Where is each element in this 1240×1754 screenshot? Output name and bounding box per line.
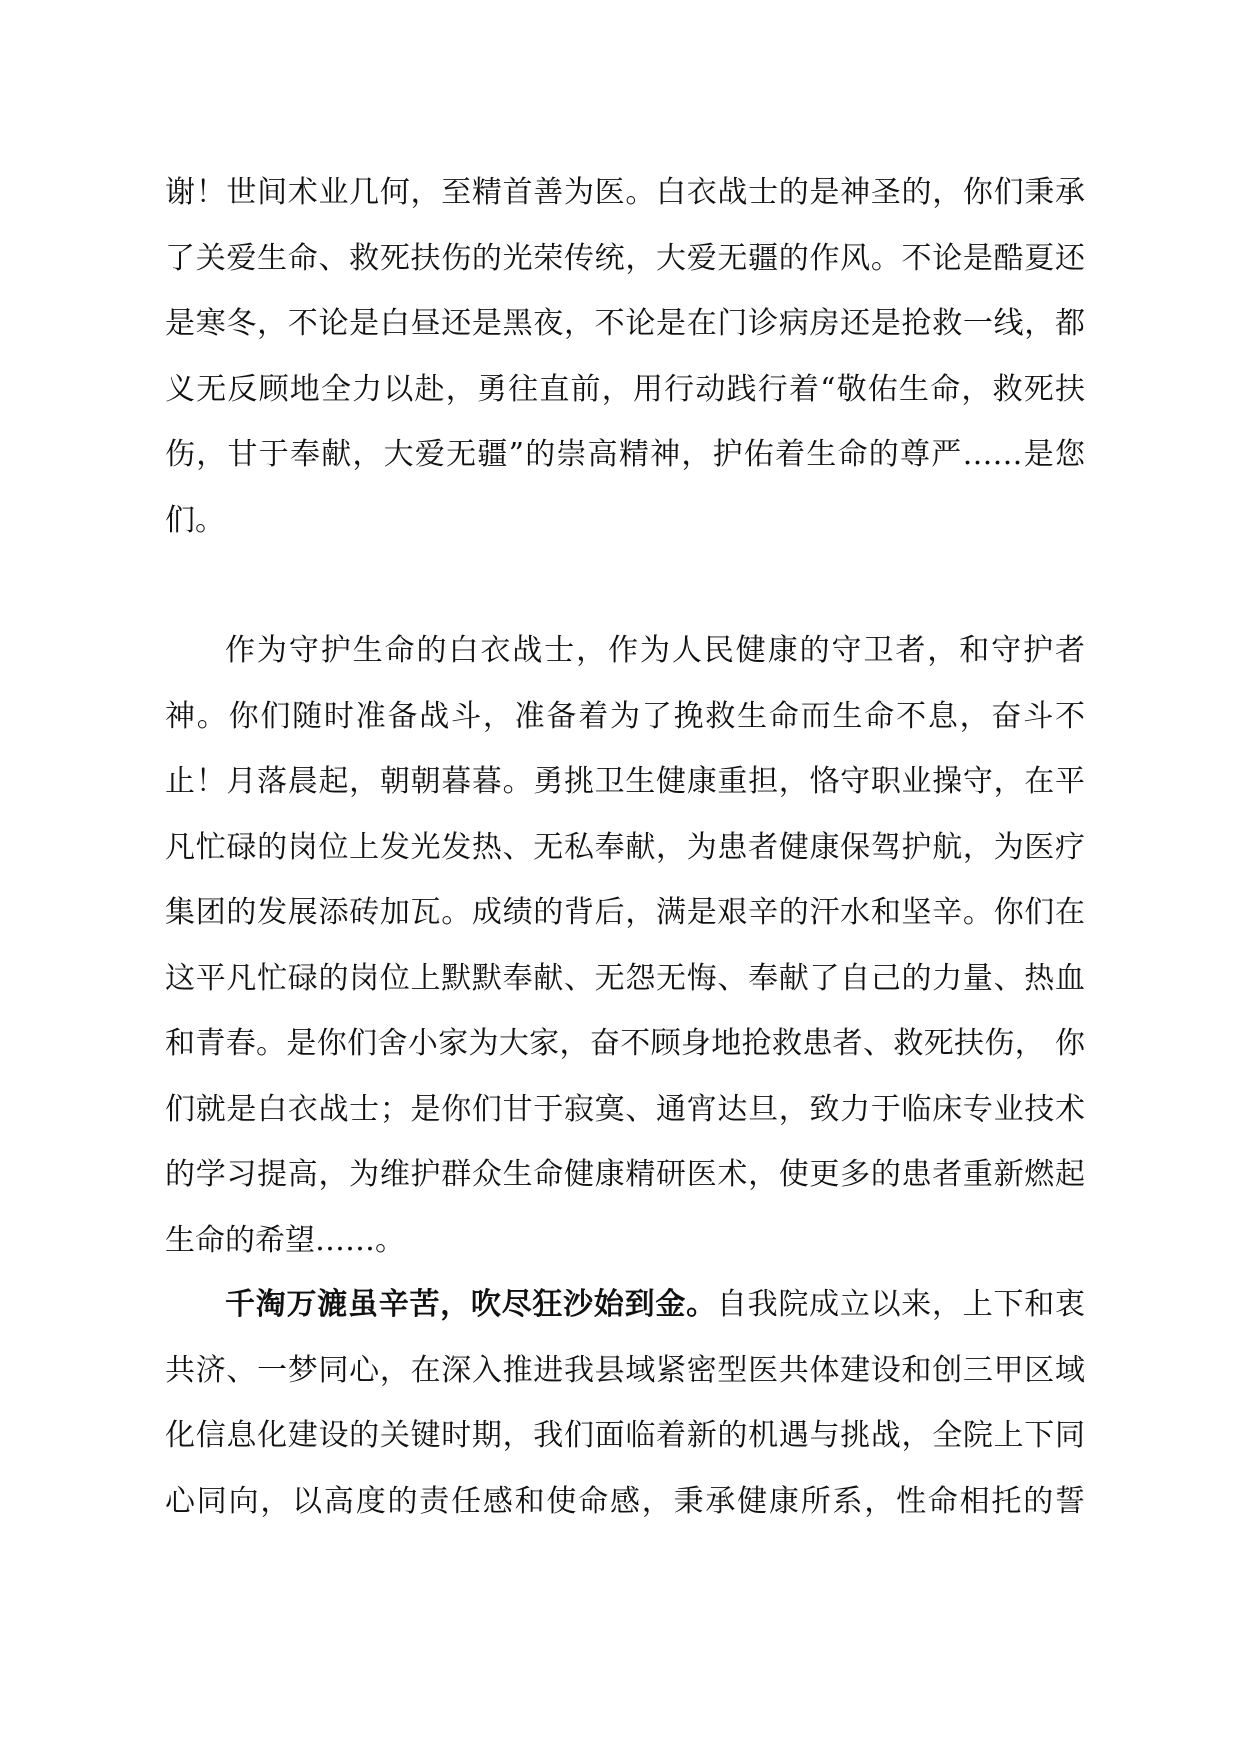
paragraph-2 bbox=[165, 618, 1085, 1273]
paragraph-1-line: 伤，甘于奉献，大爱无疆”的崇高精神，护佑着生命的尊严……是您 bbox=[165, 437, 1085, 472]
paragraph-2-line: 神。你们随时准备战斗，准备着为了挽救生命而生命不息，奋斗不 bbox=[165, 698, 1085, 734]
paragraph-1-line: 了关爱生命、救死扶伤的光荣传统，大爱无疆的作风。不论是酷夏还 bbox=[165, 240, 1085, 276]
paragraph-2-line: 这平凡忙碌的岗位上默默奉献、无怨无悔、奉献了自己的力量、热血 bbox=[165, 960, 1085, 996]
paragraph-3-first-line-rest: 自我院成立以来，上下和衷 bbox=[716, 1287, 1086, 1322]
paragraph-3-line: 心同向，以高度的责任感和使命感，秉承健康所系，性命相托的誓 bbox=[165, 1483, 1085, 1519]
paragraph-2-line: 的学习提高，为维护群众生命健康精研医术，使更多的患者重新燃起 bbox=[165, 1157, 1085, 1192]
paragraph-2-line: 作为守护生命的白衣战士，作为人民健康的守卫者，和守护者 bbox=[225, 633, 1085, 668]
paragraph-1-line: 义无反顾地全力以赴，勇往直前，用行动践行着“敬佑生命，救死扶 bbox=[165, 371, 1085, 407]
paragraph-2-line: 止！月落晨起，朝朝暮暮。勇挑卫生健康重担，恪守职业操守，在平 bbox=[165, 764, 1085, 799]
paragraph-1-line: 们。 bbox=[165, 502, 225, 538]
paragraph-1-line: 是寒冬，不论是白昼还是黑夜，不论是在门诊病房还是抢救一线，都 bbox=[165, 306, 1085, 341]
paragraph-2-line: 凡忙碌的岗位上发光发热、无私奉献，为患者健康保驾护航，为医疗 bbox=[165, 829, 1085, 865]
paragraph-2-line: 集团的发展添砖加瓦。成绩的背后，满是艰辛的汗水和坚辛。你们在 bbox=[165, 895, 1085, 930]
paragraph-2-line: 生命的希望……。 bbox=[165, 1222, 405, 1258]
paragraph-2-line: 和青春。是你们舍小家为大家，奋不顾身地抢救患者、救死扶伤， 你 bbox=[165, 1026, 1085, 1061]
paragraph-1 bbox=[165, 160, 1085, 553]
paragraph-2-line: 们就是白衣战士；是你们甘于寂寞、通宵达旦，致力于临床专业技术 bbox=[165, 1091, 1085, 1127]
paragraph-1-line: 谢！世间术业几何，至精首善为医。白衣战士的是神圣的，你们秉承 bbox=[165, 175, 1085, 210]
paragraph-3-bold-lead: 千淘万漉虽辛苦，吹尽狂沙始到金。 bbox=[225, 1287, 717, 1322]
paragraph-3-line: 共济、一梦同心，在深入推进我县域紧密型医共体建设和创三甲区域 bbox=[165, 1352, 1085, 1388]
paragraph-3-line: 化信息化建设的关键时期，我们面临着新的机遇与挑战，全院上下同 bbox=[165, 1418, 1085, 1453]
paragraph-3-first-line bbox=[165, 1272, 1085, 1338]
paragraph-3 bbox=[165, 1272, 1085, 1534]
